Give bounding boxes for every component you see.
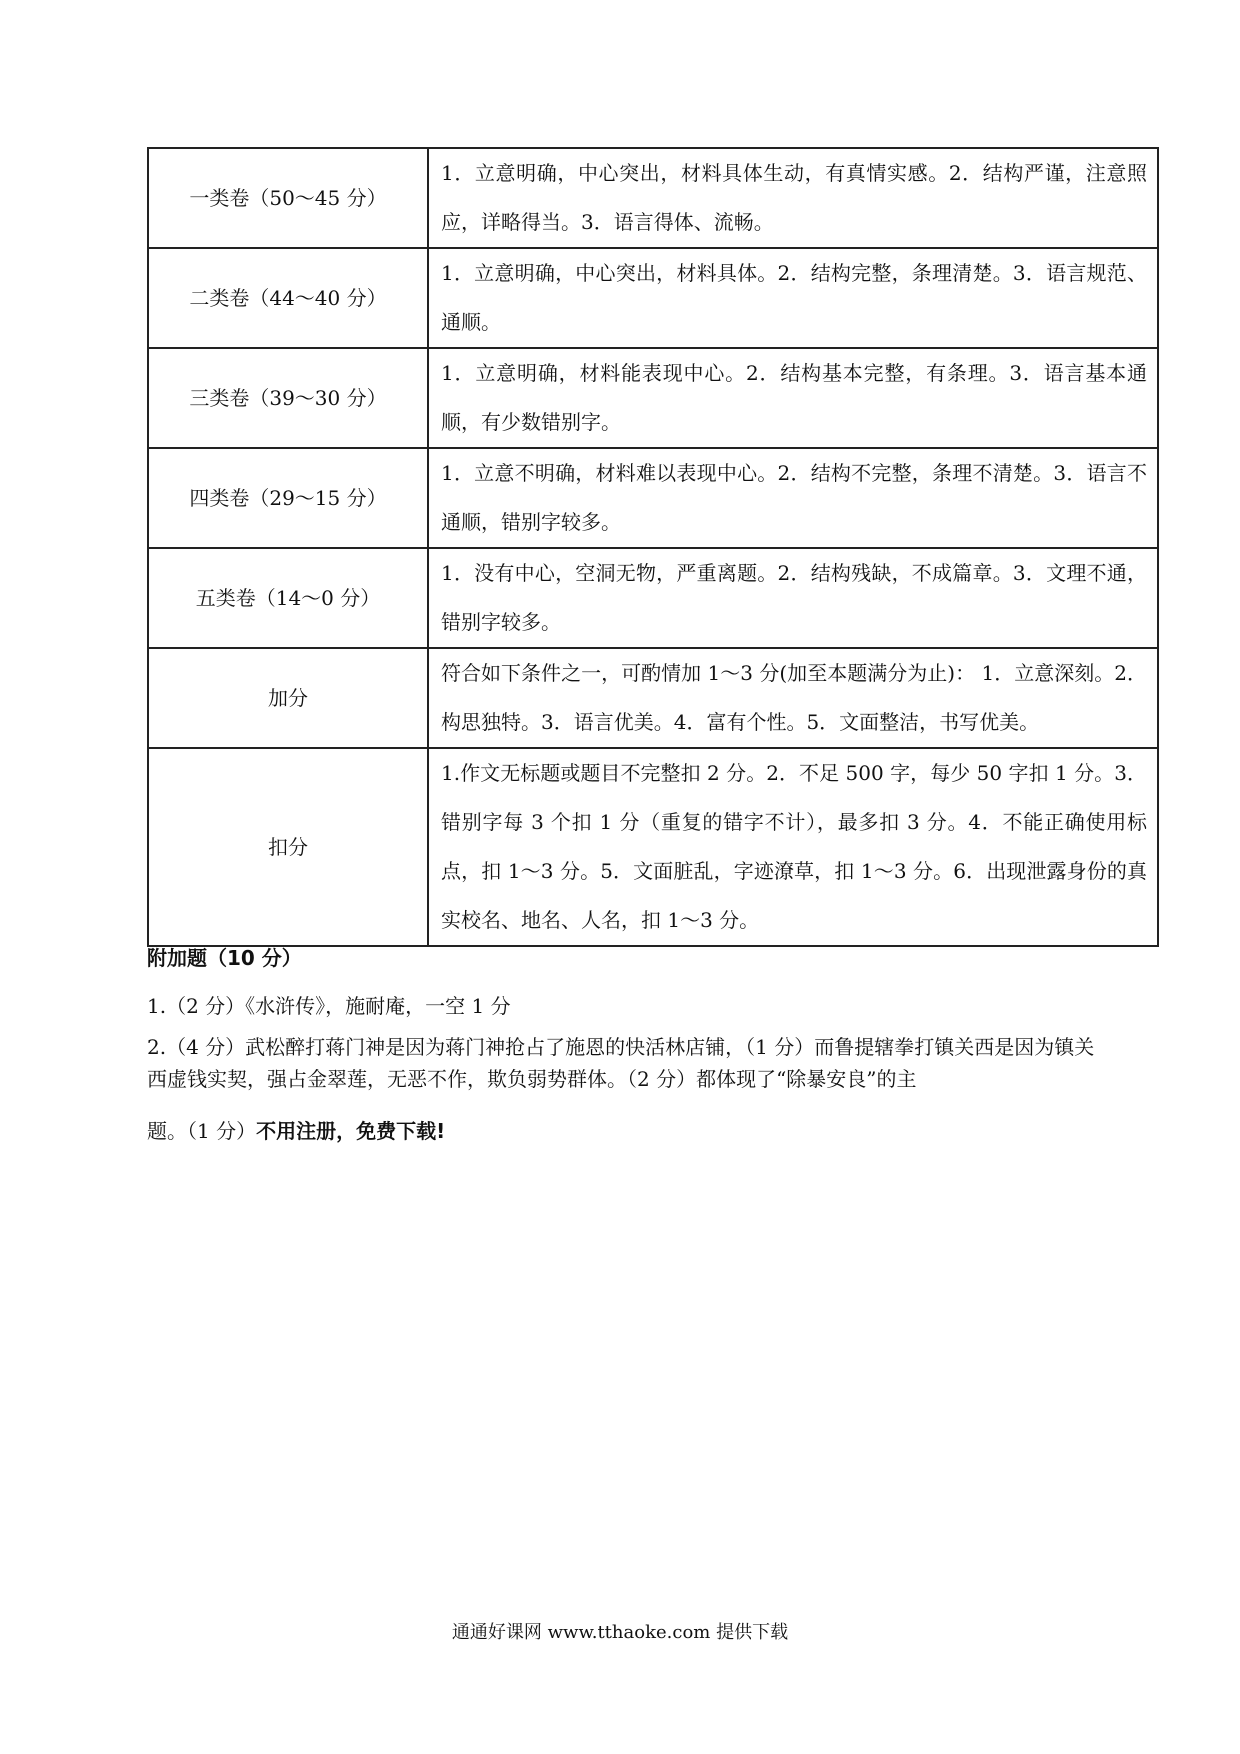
answer-item-2: [147, 1031, 1107, 1147]
answer-item-1: 1.（2 分）《水浒传》，施耐庵，一空 1 分: [147, 994, 511, 1018]
grade-criteria: 1．立意明确，中心突出，材料具体生动，有真情实感。2．结构严谨，注意照应，详略得当。3．语言得体、流畅。: [428, 148, 1158, 248]
extra-question-title: 附加题（10 分）: [147, 946, 302, 970]
bonus-category: 加分: [148, 648, 428, 748]
answer-2-last-line: [147, 1115, 1107, 1147]
table-row: [148, 448, 1158, 548]
grade-criteria: 1．没有中心，空洞无物，严重离题。2．结构残缺，不成篇章。3．文理不通，错别字较多。: [428, 548, 1158, 648]
grade-category: 一类卷（50～45 分）: [148, 148, 428, 248]
deduction-criteria: 1.作文无标题或题目不完整扣 2 分。2．不足 500 字，每少 50 字扣 1 分。3．错别字每 3 个扣 1 分（重复的错字不计），最多扣 3 分。4．不能正确使用标点，扣 1～3 分。5．文面脏乱，字迹潦草，扣 1～3 分。6．出现泄露身份的真实校名、地名、人名，扣 1～3 分。: [428, 748, 1158, 946]
table-row: [148, 248, 1158, 348]
grade-category: 二类卷（44～40 分）: [148, 248, 428, 348]
table-row: [148, 548, 1158, 648]
footer-source-line: 通通好课网 www.tthaoke.com 提供下载: [451, 1622, 789, 1643]
answer-2-ending: 题。（1 分）: [147, 1119, 257, 1143]
table-row: [148, 648, 1158, 748]
grade-criteria: 1．立意明确，中心突出，材料具体。2．结构完整，条理清楚。3．语言规范、通顺。: [428, 248, 1158, 348]
bonus-criteria: 符合如下条件之一，可酌情加 1～3 分(加至本题满分为止)： 1．立意深刻。2．构思独特。3．语言优美。4．富有个性。5．文面整洁，书写优美。: [428, 648, 1158, 748]
table-row: [148, 748, 1158, 946]
grade-category: 五类卷（14～0 分）: [148, 548, 428, 648]
answer-2-text: 2.（4 分）武松醉打蒋门神是因为蒋门神抢占了施恩的快活林店铺，（1 分）而鲁提辖拳打镇关西是因为镇关西虚钱实契，强占金翠莲，无恶不作，欺负弱势群体。（2 分）都体现了“除暴安良”的主: [147, 1035, 1095, 1091]
grade-criteria: 1．立意明确，材料能表现中心。2．结构基本完整，有条理。3．语言基本通顺，有少数错别字。: [428, 348, 1158, 448]
grade-criteria: 1．立意不明确，材料难以表现中心。2．结构不完整，条理不清楚。3．语言不通顺，错别字较多。: [428, 448, 1158, 548]
deduction-category: 扣分: [148, 748, 428, 946]
grade-category: 四类卷（29～15 分）: [148, 448, 428, 548]
grading-table: [147, 147, 1159, 947]
table-row: [148, 148, 1158, 248]
table-row: [148, 348, 1158, 448]
grade-category: 三类卷（39～30 分）: [148, 348, 428, 448]
promo-text: 不用注册，免费下载!: [256, 1119, 446, 1143]
